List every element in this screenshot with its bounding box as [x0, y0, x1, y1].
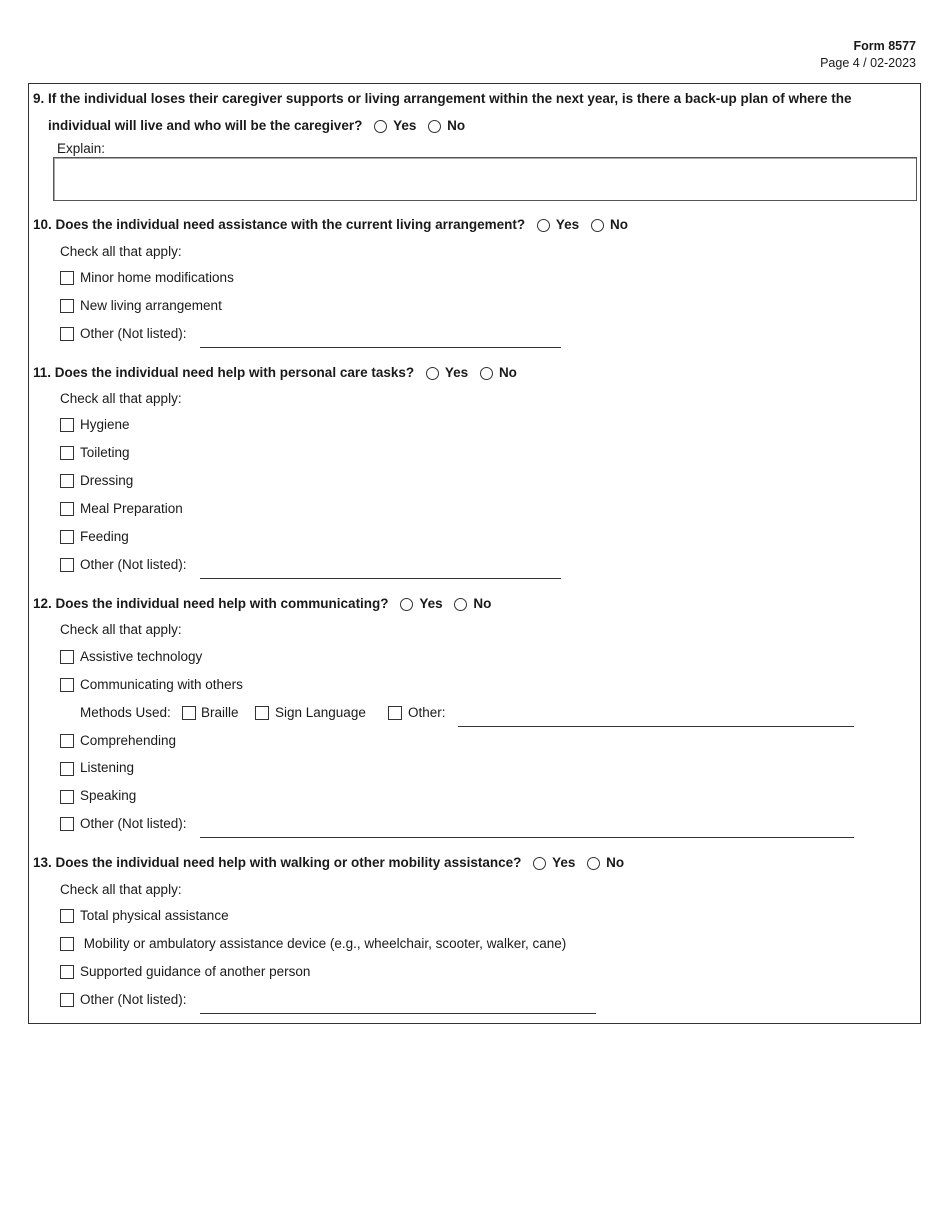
q13-no-radio[interactable]: [587, 857, 600, 870]
q10-no-option[interactable]: [591, 217, 628, 232]
q10-no-radio[interactable]: [591, 219, 604, 232]
q13-checkbox-supported-guidance[interactable]: [60, 965, 74, 979]
q11-option-label: Meal Preparation: [80, 501, 183, 516]
q12-checkbox-assistive-technology[interactable]: [60, 650, 74, 664]
q12-option-label: Assistive technology: [80, 649, 203, 664]
q10-other-input-line[interactable]: [200, 347, 561, 348]
q10-checkbox-minor-home-modifications[interactable]: [60, 271, 74, 285]
q11-no-label: No: [498, 365, 517, 380]
q12-method-label: Sign Language: [275, 705, 366, 720]
q12-checkbox-communicating-with-others[interactable]: [60, 678, 74, 692]
q11-check-all-label: Check all that apply:: [60, 391, 182, 406]
q11-checkbox-meal-preparation[interactable]: [60, 502, 74, 516]
q12-check-all-label: Check all that apply:: [60, 622, 182, 637]
q11-other-label: Other (Not listed):: [80, 557, 187, 572]
q13-checkbox-other[interactable]: [60, 993, 74, 1007]
q9-question-line1: 9. If the individual loses their caregiver supports or living arrangement within the next year, is there a back-up plan of where the: [33, 91, 852, 106]
q11-option-label: Toileting: [80, 445, 130, 460]
q13-yes-radio[interactable]: [533, 857, 546, 870]
q12-checkbox-other[interactable]: [60, 817, 74, 831]
q12-methods-used-label: Methods Used:: [80, 705, 171, 720]
q11-question-text: 11. Does the individual need help with personal care tasks?: [33, 365, 415, 380]
q12-option-label: Speaking: [80, 788, 137, 803]
q9-yes-label: Yes: [393, 118, 417, 133]
q11-checkbox-other[interactable]: [60, 558, 74, 572]
q13-question-row: [33, 855, 624, 870]
q11-option-label: Hygiene: [80, 417, 130, 432]
q9-no-radio[interactable]: [428, 120, 441, 133]
q13-yes-option[interactable]: [533, 855, 575, 870]
q10-yes-option[interactable]: [537, 217, 579, 232]
form-number: Form 8577: [853, 39, 916, 53]
q11-other-input-line[interactable]: [200, 578, 561, 579]
q13-other-label: Other (Not listed):: [80, 992, 187, 1007]
q13-checkbox-mobility-device[interactable]: [60, 937, 74, 951]
q11-checkbox-dressing[interactable]: [60, 474, 74, 488]
q12-yes-label: Yes: [419, 596, 443, 611]
q12-checkbox-listening[interactable]: [60, 762, 74, 776]
q11-no-option[interactable]: [480, 365, 517, 380]
q12-option-label: Comprehending: [80, 733, 177, 748]
q12-checkbox-speaking[interactable]: [60, 790, 74, 804]
q12-other-input-line[interactable]: [200, 837, 854, 838]
q10-no-label: No: [609, 217, 628, 232]
q9-explain-field[interactable]: [53, 157, 917, 201]
q13-option-label: Total physical assistance: [80, 908, 229, 923]
q11-option-label: Dressing: [80, 473, 134, 488]
q10-question-row: [33, 217, 628, 232]
q11-no-radio[interactable]: [480, 367, 493, 380]
q12-method-label: Other:: [408, 705, 446, 720]
q13-yes-label: Yes: [552, 855, 576, 870]
q12-no-option[interactable]: [454, 596, 491, 611]
q12-checkbox-comprehending[interactable]: [60, 734, 74, 748]
q12-no-label: No: [473, 596, 492, 611]
q11-question-row: [33, 365, 517, 380]
q12-no-radio[interactable]: [454, 598, 467, 611]
q11-yes-label: Yes: [444, 365, 469, 380]
q12-checkbox-braille[interactable]: [182, 706, 196, 720]
q12-other-label: Other (Not listed):: [80, 816, 187, 831]
q13-no-label: No: [606, 855, 625, 870]
q13-checkbox-total-physical-assistance[interactable]: [60, 909, 74, 923]
q10-option-label: New living arrangement: [80, 298, 222, 313]
q13-check-all-label: Check all that apply:: [60, 882, 182, 897]
q11-option-label: Feeding: [80, 529, 129, 544]
q10-question-text: 10. Does the individual need assistance with the current living arrangement?: [33, 217, 526, 232]
q10-checkbox-new-living-arrangement[interactable]: [60, 299, 74, 313]
q13-other-input-line[interactable]: [200, 1013, 596, 1014]
q9-yes-option[interactable]: [374, 118, 416, 133]
q12-option-label: Listening: [80, 760, 135, 775]
q9-no-option[interactable]: [428, 118, 465, 133]
q11-checkbox-feeding[interactable]: [60, 530, 74, 544]
q9-no-label: No: [447, 118, 466, 133]
q9-question-line2: [48, 118, 465, 133]
q12-yes-radio[interactable]: [400, 598, 413, 611]
q11-yes-option[interactable]: [426, 365, 468, 380]
q12-checkbox-method-other[interactable]: [388, 706, 402, 720]
form-header: [820, 38, 916, 72]
q13-option-label: Supported guidance of another person: [80, 964, 311, 979]
q13-question-text: 13. Does the individual need help with walking or other mobility assistance?: [33, 855, 522, 870]
q10-option-label: Minor home modifications: [80, 270, 234, 285]
q11-checkbox-hygiene[interactable]: [60, 418, 74, 432]
q13-no-option[interactable]: [587, 855, 624, 870]
q10-yes-label: Yes: [555, 217, 580, 232]
q10-check-all-label: Check all that apply:: [60, 244, 182, 259]
q10-other-label: Other (Not listed):: [80, 326, 187, 341]
q9-yes-radio[interactable]: [374, 120, 387, 133]
q12-question-text: 12. Does the individual need help with communicating?: [33, 596, 389, 611]
q9-explain-label: Explain:: [57, 141, 106, 156]
page-info: Page 4 / 02-2023: [820, 56, 916, 70]
q12-question-row: [33, 596, 491, 611]
q11-checkbox-toileting[interactable]: [60, 446, 74, 460]
q10-checkbox-other[interactable]: [60, 327, 74, 341]
q12-method-other-input-line[interactable]: [458, 726, 854, 727]
q11-yes-radio[interactable]: [426, 367, 439, 380]
q9-question-text: individual will live and who will be the caregiver?: [48, 118, 363, 133]
q12-checkbox-sign-language[interactable]: [255, 706, 269, 720]
q12-method-label: Braille: [201, 705, 239, 720]
q12-yes-option[interactable]: [400, 596, 442, 611]
q10-yes-radio[interactable]: [537, 219, 550, 232]
q12-option-label: Communicating with others: [80, 677, 243, 692]
q13-option-label: Mobility or ambulatory assistance device (e.g., wheelchair, scooter, walker, cane): [80, 936, 567, 951]
